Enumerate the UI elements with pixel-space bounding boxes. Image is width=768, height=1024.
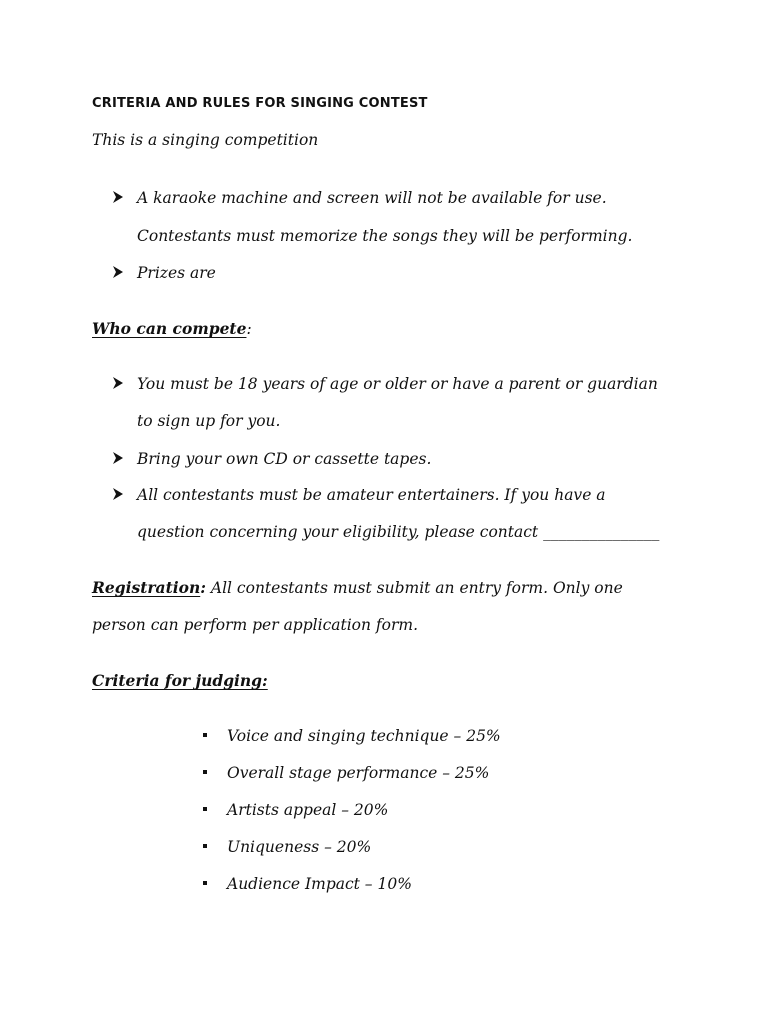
criteria-text: Uniqueness – 20% [227, 838, 372, 856]
square-bullet-icon [203, 807, 207, 811]
intro-text: This is a singing competition [92, 131, 319, 149]
document-title: CRITERIA AND RULES FOR SINGING CONTEST [92, 96, 428, 111]
list-item-line: question concerning your eligibility, please contact _______________ [137, 523, 660, 541]
arrow-bullet-icon [112, 377, 124, 389]
section-heading-who [92, 319, 252, 338]
registration-heading: Registration [92, 578, 201, 597]
list-item-line: Prizes are [137, 264, 216, 282]
list-item-line: You must be 18 years of age or older or have a parent or guardian [137, 375, 658, 393]
list-item-line: to sign up for you. [137, 412, 281, 430]
square-bullet-icon [203, 770, 207, 774]
registration-text: All contestants must submit an entry form. Only one [205, 579, 623, 597]
arrow-bullet-icon [112, 488, 124, 500]
arrow-bullet-icon [112, 191, 124, 203]
heading-colon: : [246, 320, 252, 338]
section-heading-judging [92, 671, 268, 690]
square-bullet-icon [203, 881, 207, 885]
registration-line [92, 578, 623, 597]
criteria-text: Overall stage performance – 25% [227, 764, 490, 782]
arrow-bullet-icon [112, 266, 124, 278]
arrow-bullet-icon [112, 452, 124, 464]
square-bullet-icon [203, 844, 207, 848]
criteria-text: Voice and singing technique – 25% [227, 727, 501, 745]
list-item-line: All contestants must be amateur entertainers. If you have a [137, 486, 606, 504]
registration-text-continued: person can perform per application form. [92, 616, 419, 634]
criteria-text: Audience Impact – 10% [227, 875, 412, 893]
list-item-line: Bring your own CD or cassette tapes. [137, 450, 432, 468]
heading-colon: : [200, 578, 206, 597]
heading-text: Who can compete [92, 319, 247, 338]
list-item-line: A karaoke machine and screen will not be available for use. [137, 189, 607, 207]
criteria-text: Artists appeal – 20% [227, 801, 389, 819]
square-bullet-icon [203, 733, 207, 737]
heading-text: Criteria for judging: [92, 671, 268, 690]
list-item-line: Contestants must memorize the songs they will be performing. [137, 227, 633, 245]
